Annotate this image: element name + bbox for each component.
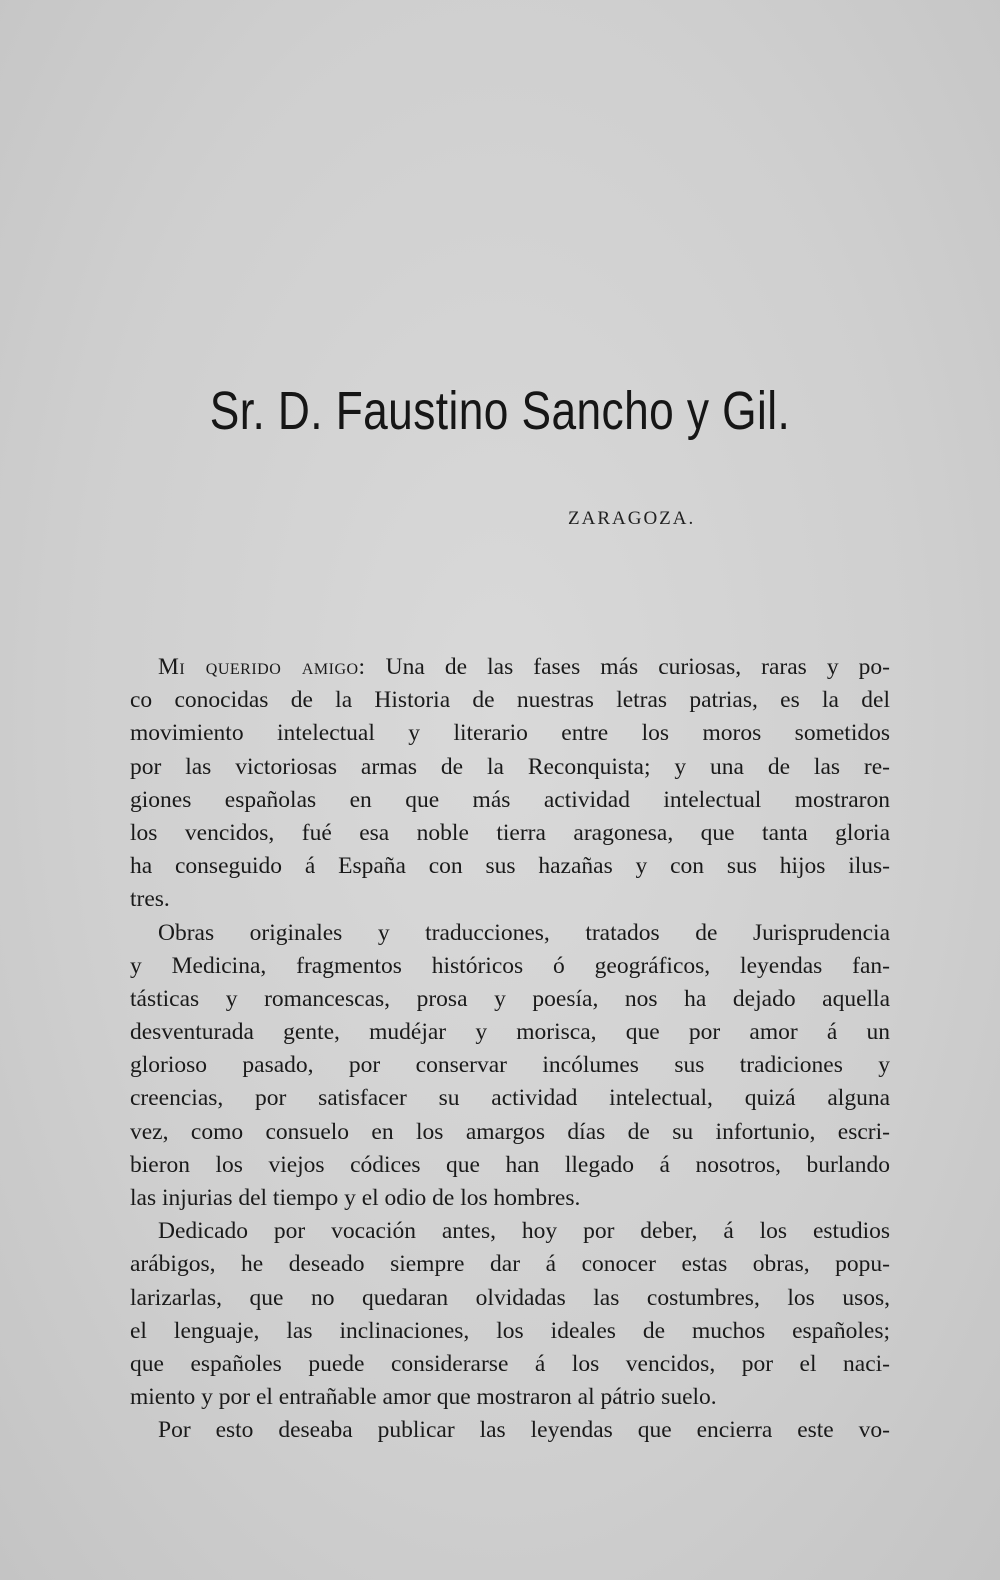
paragraph-1 — [130, 651, 890, 917]
text-line: Dedicado por vocación antes, hoy por deber, á los estudios — [158, 1218, 890, 1245]
paragraph-4 — [130, 1414, 890, 1447]
text-line: tres. — [130, 886, 170, 913]
paragraph-2 — [130, 917, 890, 1216]
text-line: Obras originales y traducciones, tratados de Jurisprudencia — [158, 919, 890, 946]
text-line: co conocidas de la Historia de nuestras letras patrias, es la del — [130, 687, 890, 714]
text-line: por las victoriosas armas de la Reconquista; y una de las re- — [130, 753, 890, 780]
text-line: miento y por el entrañable amor que mostraron al pátrio suelo. — [130, 1384, 717, 1411]
text-line: vez, como consuelo en los amargos días de su infortunio, escri- — [130, 1118, 890, 1145]
recipient-name: Sr. D. Faustino Sancho y Gil. — [209, 381, 791, 441]
text-line: el lenguaje, las inclinaciones, los ideales de muchos españoles; — [130, 1317, 890, 1344]
text-line: movimiento intelectual y literario entre los moros sometidos — [130, 720, 890, 747]
recipient-city: ZARAGOZA. — [568, 508, 696, 529]
text-line: que españoles puede considerarse á los vencidos, por el naci- — [130, 1350, 890, 1377]
text-line: giones españolas en que más actividad intelectual mostraron — [130, 786, 890, 813]
text-line: larizarlas, que no quedaran olvidadas las costumbres, los usos, — [130, 1284, 890, 1311]
text-line: las injurias del tiempo y el odio de los hombres. — [130, 1185, 581, 1211]
text-line: Mi querido amigo: Una de las fases más curiosas, raras y po- — [158, 654, 891, 680]
text-line: y Medicina, fragmentos históricos ó geográficos, leyendas fan- — [130, 952, 890, 979]
paragraph-3 — [130, 1215, 890, 1414]
text-line: ha conseguido á España con sus hazañas y con sus hijos ilus- — [130, 853, 890, 880]
text-line: bieron los viejos códices que han llegado á nosotros, burlando — [130, 1151, 890, 1178]
text-line: los vencidos, fué esa noble tierra aragonesa, que tanta gloria — [130, 819, 890, 846]
text-line: tásticas y romancescas, prosa y poesía, nos ha dejado aquella — [130, 985, 890, 1012]
salutation: Mi querido amigo: — [158, 654, 366, 680]
bleed-through-texture — [140, 210, 900, 242]
text-line: Por esto deseaba publicar las leyendas que encierra este vo- — [158, 1417, 890, 1444]
text-line: desventurada gente, mudéjar y morisca, que por amor á un — [130, 1019, 890, 1046]
text-line: creencias, por satisfacer su actividad intelectual, quizá alguna — [130, 1085, 890, 1112]
text-line: arábigos, he deseado siempre dar á conocer estas obras, popu- — [130, 1251, 890, 1278]
text-line: glorioso pasado, por conservar incólumes sus tradiciones y — [130, 1052, 890, 1079]
letter-body — [130, 651, 890, 1448]
